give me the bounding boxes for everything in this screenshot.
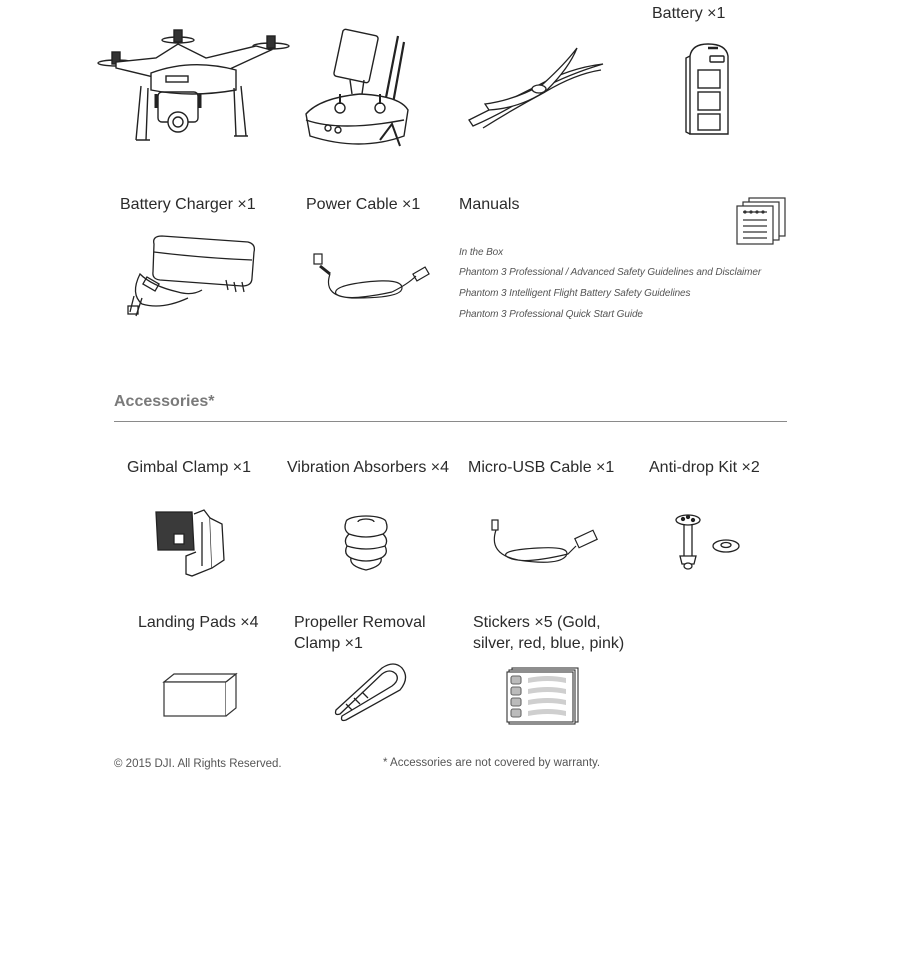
- micro-usb-cable-label: Micro-USB Cable ×1: [468, 459, 615, 476]
- manual-line: Phantom 3 Professional / Advanced Safety Guidelines and Disclaimer: [459, 267, 762, 278]
- vibration-absorber-icon: [341, 514, 391, 574]
- anti-drop-kit-label: Anti-drop Kit ×2: [649, 459, 760, 476]
- manual-line: Phantom 3 Intelligent Flight Battery Safety Guidelines: [459, 288, 691, 299]
- manual-line: Phantom 3 Professional Quick Start Guide: [459, 309, 643, 320]
- flight-battery-icon: [684, 40, 734, 138]
- stickers-icon: [506, 666, 580, 724]
- warranty-note: * Accessories are not covered by warranty.: [383, 757, 601, 769]
- vibration-absorbers-label: Vibration Absorbers ×4: [287, 459, 450, 476]
- stickers-label: Stickers ×5 (Gold, silver, red, blue, pink): [473, 614, 625, 652]
- manual-line: In the Box: [459, 247, 504, 258]
- propeller-clamp-icon: [332, 660, 410, 726]
- copyright-text: © 2015 DJI. All Rights Reserved.: [114, 758, 282, 770]
- battery-charger-icon: [122, 234, 258, 322]
- accessories-heading: Accessories*: [114, 393, 215, 410]
- anti-drop-kit-icon: [672, 512, 744, 572]
- landing-pad-icon: [162, 672, 240, 718]
- battery-label: Battery ×1: [652, 5, 726, 22]
- gimbal-clamp-icon: [152, 506, 226, 580]
- manuals-icon: [735, 196, 789, 246]
- usb-cable-icon: [488, 518, 602, 568]
- battery-charger-label: Battery Charger ×1: [120, 196, 256, 213]
- section-divider: [114, 421, 787, 422]
- propeller-icon: [465, 42, 607, 132]
- gimbal-clamp-label: Gimbal Clamp ×1: [127, 459, 252, 476]
- aircraft-icon: [96, 28, 291, 148]
- propeller-removal-clamp-label: Propeller Removal Clamp ×1: [294, 614, 426, 652]
- remote-controller-icon: [300, 28, 440, 150]
- power-cable-label: Power Cable ×1: [306, 196, 421, 213]
- landing-pads-label: Landing Pads ×4: [138, 614, 259, 631]
- power-cable-icon: [312, 244, 436, 304]
- manuals-label: Manuals: [459, 196, 520, 213]
